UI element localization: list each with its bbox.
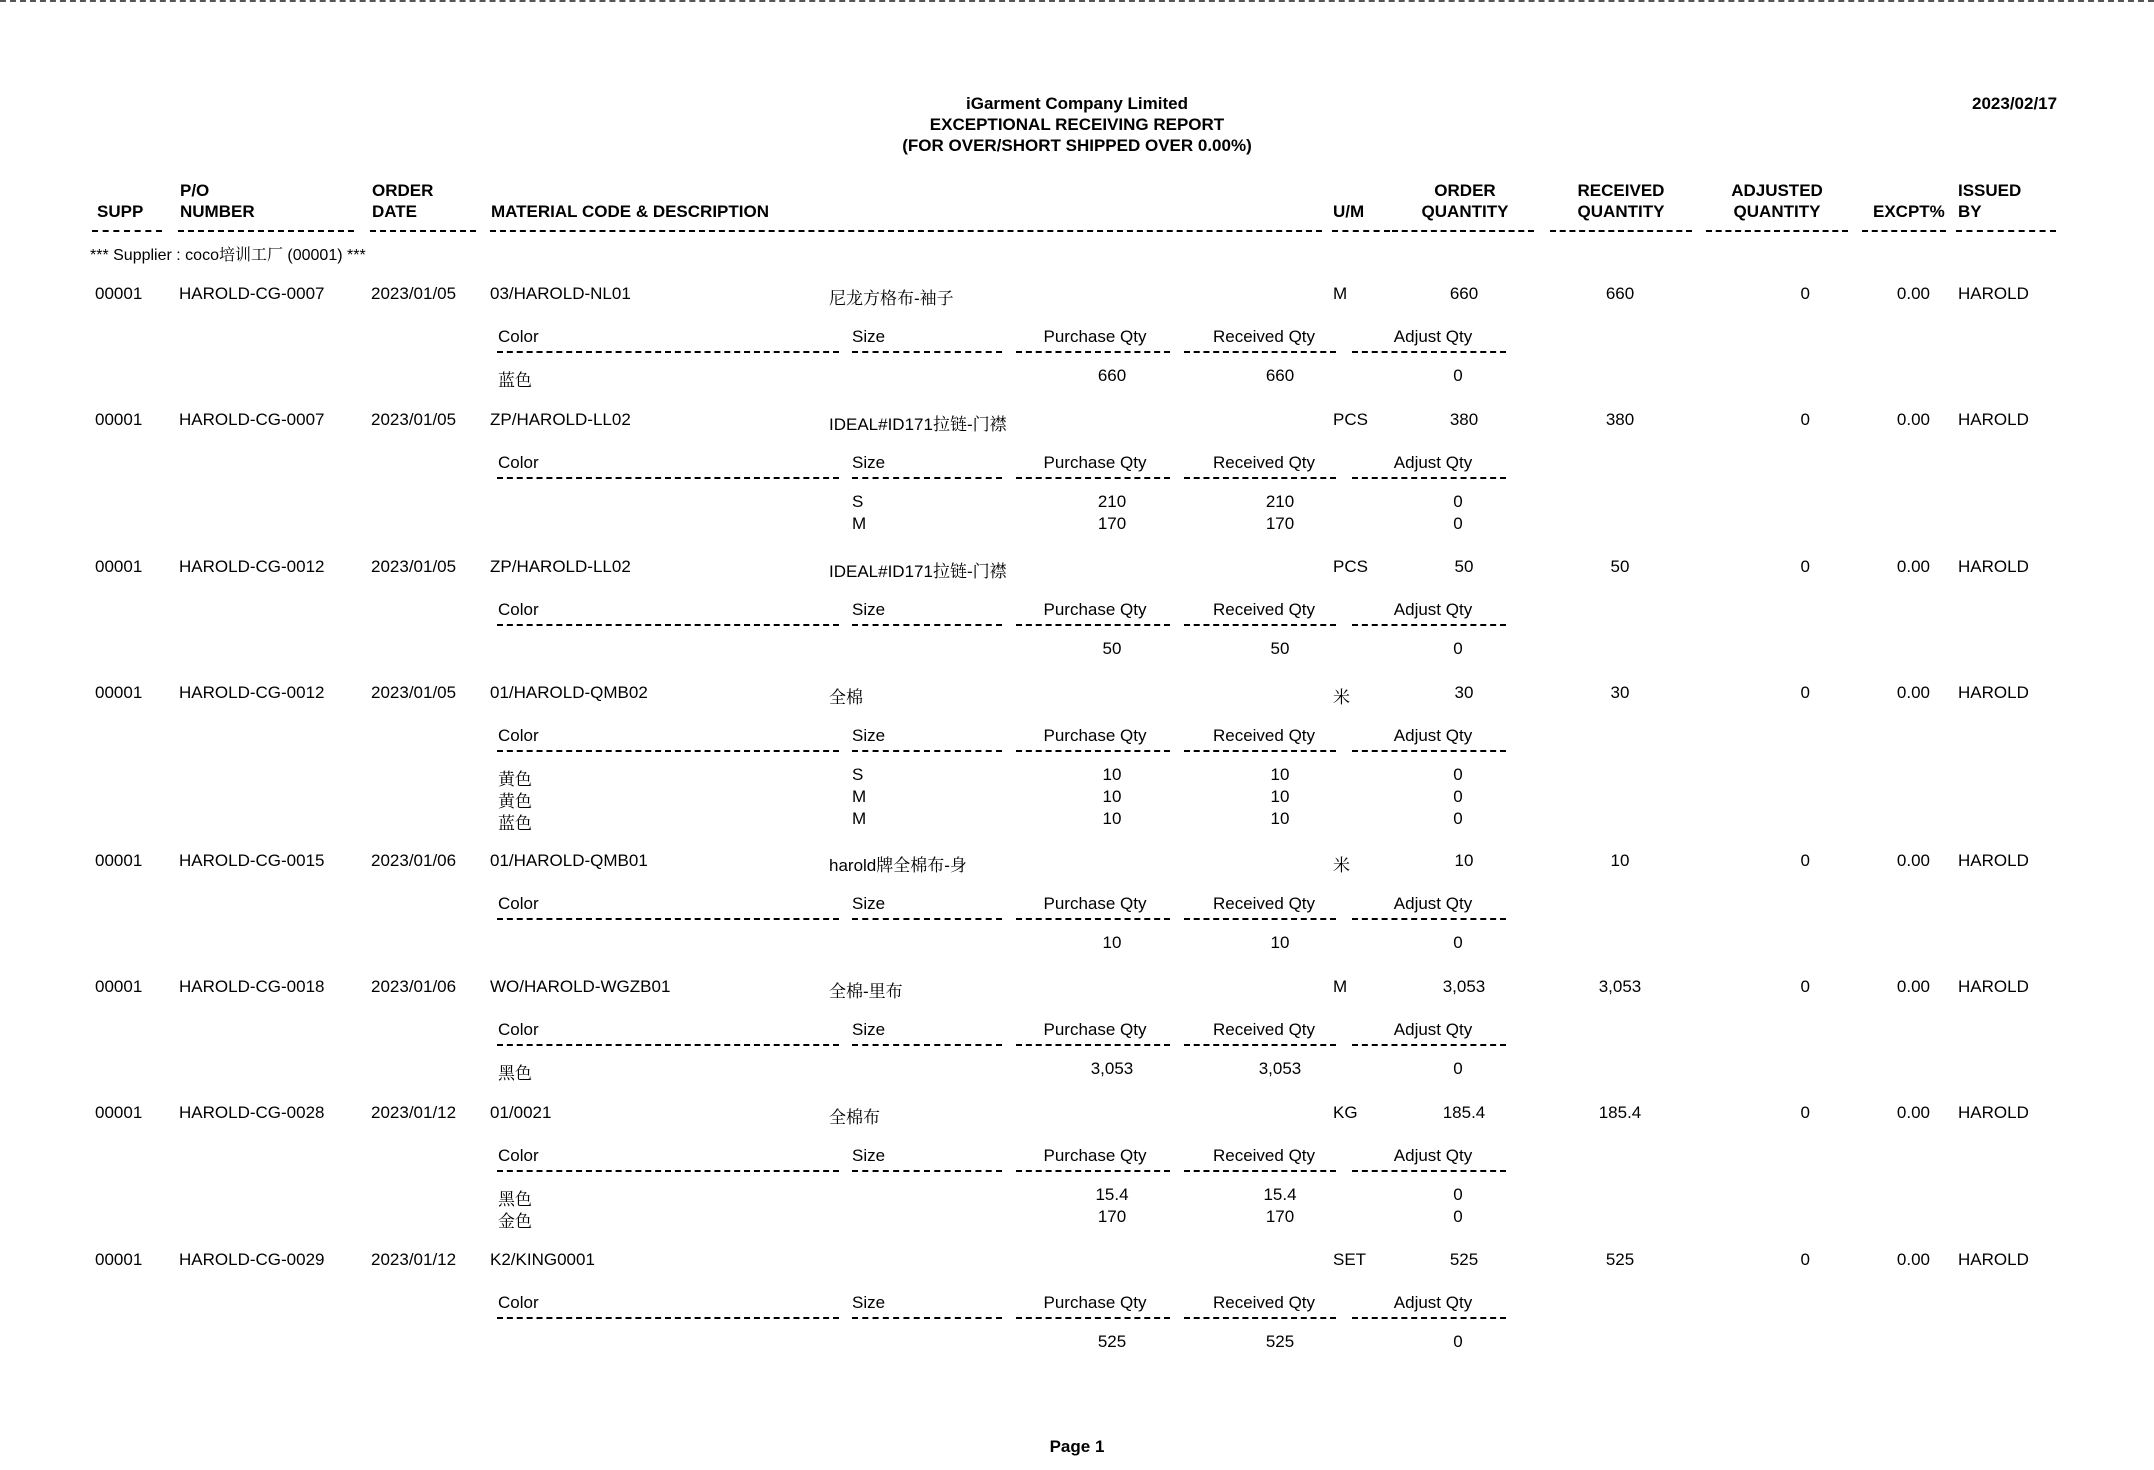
detail-color: 黄色 [498,770,532,789]
order-quantity: 185.4 [1442,1103,1486,1122]
company-name: iGarment Company Limited [966,94,1188,113]
sub-header-rule [1184,750,1336,752]
sub-header-rule [1352,624,1506,626]
sub-header-received-qty: Received Qty [1212,600,1316,619]
col-by-2: BY [1958,202,1982,221]
page-number: Page 1 [1049,1437,1105,1456]
sub-header-rule [1352,351,1506,353]
sub-header-adjust-qty: Adjust Qty [1393,453,1473,472]
report-title: EXCEPTIONAL RECEIVING REPORT [929,115,1225,134]
header-rule [1550,230,1692,232]
report-date: 2023/02/17 [1972,94,2058,113]
header-rule [178,230,354,232]
adjusted-quantity: 0 [1800,1103,1810,1122]
sub-header-rule [1016,351,1170,353]
unit-of-measure: PCS [1333,557,1368,576]
detail-adjust-qty: 0 [1453,1332,1463,1351]
material-description: IDEAL#ID171拉链-门襟 [829,562,1007,581]
material-description: harold牌全棉布-身 [829,856,967,875]
col-by-1: ISSUED [1958,181,2022,200]
detail-adjust-qty: 0 [1453,765,1463,784]
col-um: U/M [1333,202,1365,221]
detail-color: 蓝色 [498,814,532,833]
received-quantity: 10 [1610,851,1630,870]
header-rule [1862,230,1946,232]
sub-header-purchase-qty: Purchase Qty [1043,1146,1147,1165]
sub-header-rule [1016,1317,1170,1319]
order-date: 2023/01/12 [371,1103,457,1122]
sub-header-size: Size [852,327,886,346]
sub-header-color: Color [498,453,539,472]
sub-header-rule [1352,1170,1506,1172]
detail-adjust-qty: 0 [1453,366,1463,385]
unit-of-measure: KG [1333,1103,1358,1122]
sub-header-rule [852,624,1002,626]
adjusted-quantity: 0 [1800,683,1810,702]
sub-header-rule [1352,918,1506,920]
sub-header-size: Size [852,1146,886,1165]
unit-of-measure: M [1333,284,1348,303]
unit-of-measure: M [1333,977,1348,996]
detail-purchase-qty: 210 [1097,492,1127,511]
sub-header-rule [852,750,1002,752]
detail-purchase-qty: 170 [1097,514,1127,533]
sub-header-rule [852,351,1002,353]
sub-header-color: Color [498,1146,539,1165]
sub-header-rule [1352,750,1506,752]
exception-percent: 0.00 [1896,284,1930,303]
sub-header-rule [497,750,839,752]
sub-header-received-qty: Received Qty [1212,894,1316,913]
po-number: HAROLD-CG-0028 [179,1103,325,1122]
header-rule [92,230,162,232]
detail-purchase-qty: 10 [1102,765,1122,784]
adjusted-quantity: 0 [1800,410,1810,429]
issued-by: HAROLD [1958,557,2029,576]
supplier-code: 00001 [95,284,143,303]
sub-header-adjust-qty: Adjust Qty [1393,327,1473,346]
header-rule [1392,230,1534,232]
supplier-code: 00001 [95,683,143,702]
sub-header-purchase-qty: Purchase Qty [1043,1293,1147,1312]
col-po-2: NUMBER [180,202,255,221]
col-aq-2: QUANTITY [1733,202,1821,221]
detail-purchase-qty: 10 [1102,787,1122,806]
detail-received-qty: 10 [1270,809,1290,828]
issued-by: HAROLD [1958,1250,2029,1269]
detail-purchase-qty: 3,053 [1090,1059,1134,1078]
po-number: HAROLD-CG-0007 [179,284,325,303]
exception-percent: 0.00 [1896,683,1930,702]
sub-header-adjust-qty: Adjust Qty [1393,1146,1473,1165]
header-rule [1956,230,2056,232]
detail-size: S [852,492,864,511]
detail-received-qty: 170 [1265,514,1295,533]
detail-color: 黄色 [498,792,532,811]
header-rule [490,230,1322,232]
detail-received-qty: 15.4 [1263,1185,1297,1204]
sub-header-rule [1016,477,1170,479]
detail-purchase-qty: 660 [1097,366,1127,385]
issued-by: HAROLD [1958,851,2029,870]
sub-header-rule [1016,918,1170,920]
sub-header-rule [497,1170,839,1172]
detail-color: 黑色 [498,1064,532,1083]
issued-by: HAROLD [1958,284,2029,303]
sub-header-purchase-qty: Purchase Qty [1043,1020,1147,1039]
sub-header-size: Size [852,600,886,619]
material-code: ZP/HAROLD-LL02 [490,410,631,429]
sub-header-rule [1184,1044,1336,1046]
received-quantity: 50 [1610,557,1630,576]
issued-by: HAROLD [1958,1103,2029,1122]
exception-percent: 0.00 [1896,410,1930,429]
received-quantity: 3,053 [1598,977,1642,996]
sub-header-purchase-qty: Purchase Qty [1043,327,1147,346]
exception-percent: 0.00 [1896,1250,1930,1269]
exception-percent: 0.00 [1896,851,1930,870]
order-date: 2023/01/05 [371,557,457,576]
supplier-code: 00001 [95,1250,143,1269]
unit-of-measure: 米 [1333,688,1350,707]
sub-header-received-qty: Received Qty [1212,327,1316,346]
received-quantity: 185.4 [1598,1103,1642,1122]
receiving-entry [0,1103,2154,1253]
sub-header-rule [1184,918,1336,920]
detail-color: 黑色 [498,1190,532,1209]
unit-of-measure: SET [1333,1250,1367,1269]
order-date: 2023/01/06 [371,977,457,996]
detail-adjust-qty: 0 [1453,787,1463,806]
sub-header-rule [1184,1170,1336,1172]
order-quantity: 50 [1454,557,1474,576]
sub-header-adjust-qty: Adjust Qty [1393,600,1473,619]
order-date: 2023/01/05 [371,410,457,429]
col-oq-2: QUANTITY [1421,202,1509,221]
detail-received-qty: 10 [1270,765,1290,784]
sub-header-rule [1016,1170,1170,1172]
unit-of-measure: PCS [1333,410,1368,429]
sub-header-size: Size [852,1020,886,1039]
detail-color: 蓝色 [498,371,532,390]
sub-header-rule [497,918,839,920]
unit-of-measure: 米 [1333,856,1350,875]
sub-header-rule [852,1044,1002,1046]
material-code: 01/0021 [490,1103,552,1122]
detail-received-qty: 660 [1265,366,1295,385]
receiving-entry [0,1250,2154,1400]
header-rule [1332,230,1390,232]
detail-adjust-qty: 0 [1453,933,1463,952]
adjusted-quantity: 0 [1800,977,1810,996]
sub-header-size: Size [852,453,886,472]
order-quantity: 10 [1454,851,1474,870]
report-subtitle: (FOR OVER/SHORT SHIPPED OVER 0.00%) [902,136,1252,155]
detail-adjust-qty: 0 [1453,514,1463,533]
material-code: 01/HAROLD-QMB02 [490,683,648,702]
supplier-line: *** Supplier : coco培训工厂 (00001) *** [90,247,366,264]
sub-header-purchase-qty: Purchase Qty [1043,453,1147,472]
col-excpt: EXCPT% [1873,202,1945,221]
issued-by: HAROLD [1958,683,2029,702]
detail-adjust-qty: 0 [1453,809,1463,828]
col-material: MATERIAL CODE & DESCRIPTION [491,202,769,221]
col-po-1: P/O [180,181,210,200]
detail-adjust-qty: 0 [1453,1207,1463,1226]
col-date-1: ORDER [372,181,434,200]
material-description: 全棉 [829,688,863,707]
top-border [0,0,2154,2]
issued-by: HAROLD [1958,977,2029,996]
po-number: HAROLD-CG-0029 [179,1250,325,1269]
sub-header-rule [1184,351,1336,353]
material-code: 01/HAROLD-QMB01 [490,851,648,870]
supplier-code: 00001 [95,851,143,870]
issued-by: HAROLD [1958,410,2029,429]
sub-header-adjust-qty: Adjust Qty [1393,726,1473,745]
sub-header-rule [1184,477,1336,479]
supplier-code: 00001 [95,977,143,996]
detail-received-qty: 10 [1270,933,1290,952]
sub-header-rule [497,351,839,353]
sub-header-rule [1352,1044,1506,1046]
order-quantity: 525 [1449,1250,1479,1269]
detail-size: M [852,809,867,828]
sub-header-color: Color [498,894,539,913]
header-rule [1706,230,1848,232]
supplier-code: 00001 [95,410,143,429]
sub-header-rule [1184,624,1336,626]
sub-header-rule [497,1044,839,1046]
detail-purchase-qty: 10 [1102,933,1122,952]
detail-adjust-qty: 0 [1453,1185,1463,1204]
received-quantity: 525 [1605,1250,1635,1269]
detail-received-qty: 170 [1265,1207,1295,1226]
adjusted-quantity: 0 [1800,284,1810,303]
detail-size: M [852,514,867,533]
material-description: 尼龙方格布-袖子 [829,289,954,308]
sub-header-rule [1016,1044,1170,1046]
order-date: 2023/01/06 [371,851,457,870]
detail-purchase-qty: 525 [1097,1332,1127,1351]
receiving-entry [0,683,2154,833]
sub-header-received-qty: Received Qty [1212,1293,1316,1312]
sub-header-received-qty: Received Qty [1212,726,1316,745]
col-rq-2: QUANTITY [1577,202,1665,221]
sub-header-rule [497,1317,839,1319]
detail-color: 金色 [498,1212,532,1231]
col-oq-1: ORDER [1434,181,1496,200]
po-number: HAROLD-CG-0007 [179,410,325,429]
detail-received-qty: 210 [1265,492,1295,511]
detail-size: S [852,765,864,784]
material-code: WO/HAROLD-WGZB01 [490,977,671,996]
detail-size: M [852,787,867,806]
sub-header-purchase-qty: Purchase Qty [1043,894,1147,913]
exception-percent: 0.00 [1896,557,1930,576]
detail-adjust-qty: 0 [1453,492,1463,511]
detail-received-qty: 50 [1270,639,1290,658]
adjusted-quantity: 0 [1800,1250,1810,1269]
col-rq-1: RECEIVED [1577,181,1665,200]
detail-adjust-qty: 0 [1453,1059,1463,1078]
sub-header-purchase-qty: Purchase Qty [1043,726,1147,745]
sub-header-purchase-qty: Purchase Qty [1043,600,1147,619]
sub-header-rule [852,1170,1002,1172]
material-description: 全棉布 [829,1108,880,1127]
sub-header-rule [852,1317,1002,1319]
material-description: 全棉-里布 [829,982,903,1001]
order-quantity: 3,053 [1442,977,1486,996]
receiving-entry [0,410,2154,560]
po-number: HAROLD-CG-0018 [179,977,325,996]
supplier-code: 00001 [95,1103,143,1122]
order-date: 2023/01/05 [371,683,457,702]
col-date-2: DATE [372,202,418,221]
sub-header-rule [1016,624,1170,626]
order-date: 2023/01/05 [371,284,457,303]
sub-header-color: Color [498,1293,539,1312]
po-number: HAROLD-CG-0012 [179,683,325,702]
detail-received-qty: 525 [1265,1332,1295,1351]
order-quantity: 30 [1454,683,1474,702]
order-quantity: 380 [1449,410,1479,429]
col-aq-1: ADJUSTED [1731,181,1823,200]
detail-purchase-qty: 50 [1102,639,1122,658]
detail-purchase-qty: 170 [1097,1207,1127,1226]
material-code: K2/KING0001 [490,1250,595,1269]
sub-header-rule [1016,750,1170,752]
detail-purchase-qty: 10 [1102,809,1122,828]
sub-header-rule [497,477,839,479]
material-description: IDEAL#ID171拉链-门襟 [829,415,1007,434]
received-quantity: 30 [1610,683,1630,702]
sub-header-rule [852,477,1002,479]
order-quantity: 660 [1449,284,1479,303]
sub-header-rule [1352,1317,1506,1319]
exception-percent: 0.00 [1896,1103,1930,1122]
sub-header-adjust-qty: Adjust Qty [1393,1293,1473,1312]
header-rule [370,230,476,232]
received-quantity: 660 [1605,284,1635,303]
received-quantity: 380 [1605,410,1635,429]
order-date: 2023/01/12 [371,1250,457,1269]
po-number: HAROLD-CG-0015 [179,851,325,870]
po-number: HAROLD-CG-0012 [179,557,325,576]
sub-header-color: Color [498,1020,539,1039]
supplier-code: 00001 [95,557,143,576]
sub-header-rule [852,918,1002,920]
sub-header-rule [1352,477,1506,479]
col-supp: SUPP [97,202,144,221]
sub-header-size: Size [852,726,886,745]
sub-header-color: Color [498,726,539,745]
exception-percent: 0.00 [1896,977,1930,996]
sub-header-received-qty: Received Qty [1212,1146,1316,1165]
sub-header-color: Color [498,327,539,346]
sub-header-rule [1184,1317,1336,1319]
adjusted-quantity: 0 [1800,557,1810,576]
sub-header-size: Size [852,894,886,913]
sub-header-adjust-qty: Adjust Qty [1393,1020,1473,1039]
sub-header-size: Size [852,1293,886,1312]
sub-header-received-qty: Received Qty [1212,1020,1316,1039]
detail-received-qty: 3,053 [1258,1059,1302,1078]
detail-received-qty: 10 [1270,787,1290,806]
material-code: 03/HAROLD-NL01 [490,284,631,303]
detail-adjust-qty: 0 [1453,639,1463,658]
sub-header-rule [497,624,839,626]
sub-header-color: Color [498,600,539,619]
sub-header-received-qty: Received Qty [1212,453,1316,472]
detail-purchase-qty: 15.4 [1095,1185,1129,1204]
material-code: ZP/HAROLD-LL02 [490,557,631,576]
adjusted-quantity: 0 [1800,851,1810,870]
sub-header-adjust-qty: Adjust Qty [1393,894,1473,913]
